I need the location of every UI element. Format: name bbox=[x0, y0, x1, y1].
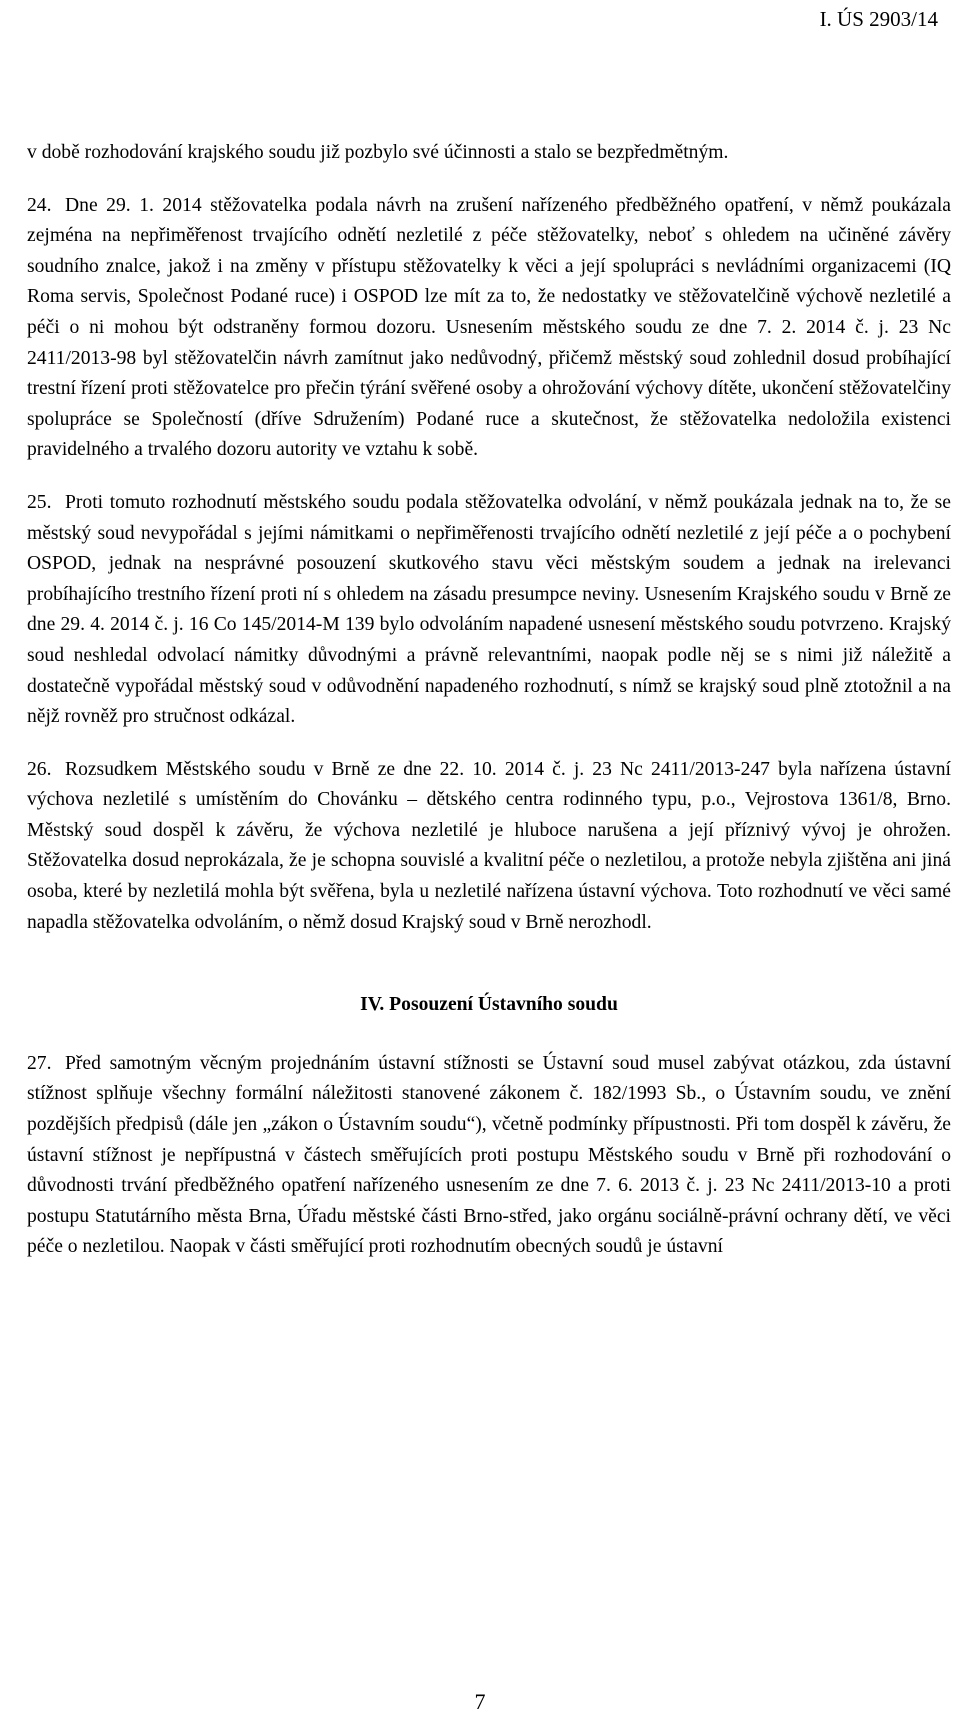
paragraph-number: 25. bbox=[27, 491, 52, 513]
paragraph-text: v době rozhodování krajského soudu již pozbylo své účinnosti a stalo se bezpředmětným. bbox=[27, 142, 729, 163]
paragraph-text: Rozsudkem Městského soudu v Brně ze dne 22. 10. 2014 č. j. 23 Nc 2411/2013-247 byla nařízena ústavní výchova nezletilé s umístěním do Chovánku – dětského centra rodinného typu, p.o., Vejrostova 1361/8, Brno. Městský soud dospěl k závěru, že výchova nezletilé je hluboce narušena a její příznivý vývoj je ohrožen. Stěžovatelka dosud neprokázala, že je schopna souvislé a kvalitní péče o nezletilou, a protože nebyla zjištěna ani jiná osoba, které by nezletilá mohla být svěřena, byla u nezletilé nařízena ústavní výchova. Toto rozhodnutí ve věci samé napadla stěžovatelka odvoláním, o němž dosud Krajský soud v Brně nerozhodl. bbox=[27, 758, 951, 933]
case-number-header: I. ÚS 2903/14 bbox=[819, 7, 938, 31]
paragraph-text: Proti tomuto rozhodnutí městského soudu podala stěžovatelka odvolání, v němž poukázala jednak na to, že se městský soud nevypořádal s jejími námitkami o nepřiměřenosti trvajícího odnětí nezletilé z její péče a o pochybení OSPOD, jednak na nesprávné posouzení skutkového stavu věci městským soudem a jednak na irelevanci probíhajícího trestního řízení proti ní s ohledem na zásadu presumpce neviny. Usnesením Krajského soudu v Brně ze dne 29. 4. 2014 č. j. 16 Co 145/2014-M 139 bylo odvoláním napadené usnesení městského soudu potvrzeno. Krajský soud neshledal odvolací námitky důvodnými a právně relevantními, naopak podle něj se s nimi již náležitě a dostatečně vypořádal městský soud v odůvodnění napadeného rozhodnutí, s nímž se krajský soud plně ztotožnil a na nějž rovněž pro stručnost odkázal. bbox=[27, 491, 951, 728]
paragraph-27 bbox=[27, 1049, 951, 1263]
page-number: 7 bbox=[474, 1689, 486, 1714]
paragraph-24 bbox=[27, 191, 951, 466]
document-body bbox=[27, 138, 951, 1263]
paragraph-25 bbox=[27, 488, 951, 733]
paragraph-26 bbox=[27, 755, 951, 939]
paragraph-number: 26. bbox=[27, 758, 52, 780]
paragraph-text: Dne 29. 1. 2014 stěžovatelka podala návrh na zrušení nařízeného předběžného opatření, v němž poukázala zejména na nepřiměřenost trvajícího odnětí nezletilé z péče stěžovatelky, neboť s ohledem na učiněné závěry soudního znalce, jakož i na změny v přístupu stěžovatelky k věci a její spolupráci s nevládními organizacemi (IQ Roma servis, Společnost Podané ruce) i OSPOD lze mít za to, že nedostatky ve stěžovatelčině výchově nezletilé a péči o ni mohou být odstraněny formou dozoru. Usnesením městského soudu ze dne 7. 2. 2014 č. j. 23 Nc 2411/2013-98 byl stěžovatelčin návrh zamítnut jako nedůvodný, přičemž městský soud zohlednil dosud probíhající trestní řízení proti stěžovatelce pro přečin týrání svěřené osoby a ohrožování výchovy dítěte, ukončení stěžovatelčiny spolupráce se Společností (dříve Sdružením) Podané ruce a skutečnost, že stěžovatelka nedoložila existenci pravidelného a trvalého dozoru autority ve vztahu k sobě. bbox=[27, 194, 951, 461]
paragraph-number: 24. bbox=[27, 194, 52, 216]
paragraph-text: Před samotným věcným projednáním ústavní stížnosti se Ústavní soud musel zabývat otázkou, zda ústavní stížnost splňuje všechny formální náležitosti stanovené zákonem č. 182/1993 Sb., o Ústavním soudu, ve znění pozdějších předpisů (dále jen „zákon o Ústavním soudu“), včetně podmínky přípustnosti. Při tom dospěl k závěru, že ústavní stížnost je nepřípustná v částech směřujících proti postupu Městského soudu v Brně při rozhodování o důvodnosti trvání předběžného opatření nařízeného usnesením ze dne 7. 6. 2013 č. j. 23 Nc 2411/2013-10 a proti postupu Statutárního města Brna, Úřadu městské části Brno-střed, jako orgánu sociálně-právní ochrany dětí, ve věci péče o nezletilou. Naopak v části směřující proti rozhodnutím obecných soudů je ústavní bbox=[27, 1052, 951, 1258]
paragraph-continuation bbox=[27, 138, 951, 169]
paragraph-number: 27. bbox=[27, 1052, 52, 1074]
section-heading: IV. Posouzení Ústavního soudu bbox=[360, 994, 618, 1016]
